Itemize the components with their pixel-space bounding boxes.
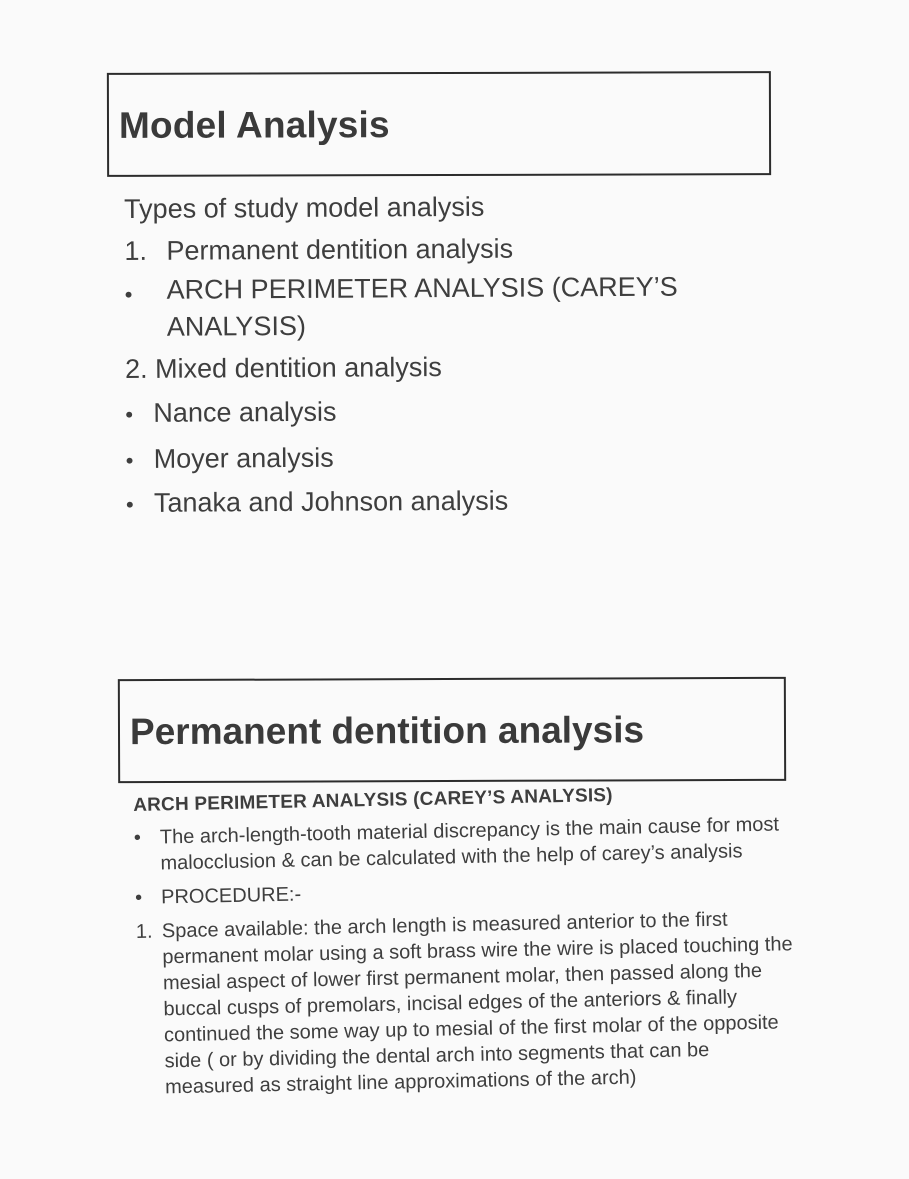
- bullet-icon: •: [125, 491, 134, 517]
- slide2-bullet-2-text: PROCEDURE:-: [160, 883, 302, 909]
- slide2-bullet-2: [135, 871, 795, 911]
- slide1-subitem-text: ARCH PERIMETER ANALYSIS (CAREY’S ANALYSIS): [166, 271, 678, 342]
- slide2-body: [133, 781, 799, 1109]
- bullet-icon: •: [133, 826, 142, 849]
- slide1-item-2: 2. Mixed dentition analysis: [125, 352, 442, 384]
- slide2-step-1: [136, 905, 800, 1101]
- slide1-title: Model Analysis: [118, 104, 390, 146]
- slide1-bullet-text: Moyer analysis: [153, 442, 334, 474]
- slide2-subheading: ARCH PERIMETER ANALYSIS (CAREY’S ANALYSIS): [133, 784, 613, 816]
- slide1-item-1-text: Permanent dentition analysis: [166, 233, 514, 266]
- bullet-icon: •: [125, 447, 134, 473]
- slide2-step-1-text: Space available: the arch length is measured anterior to the first permanent molar using a soft brass wire the wire is placed touching the mesial aspect of lower first permanent molar, then passed along the buccal cusps of premolars, incisal edges of the anteriors & finally continued the some way up to mesial of the first molar of the opposite side ( or by dividing the dental arch into segments that can be measured as straight line approximations of the arch): [161, 908, 793, 1099]
- slide1-intro: Types of study model analysis: [124, 191, 485, 224]
- bullet-icon: •: [134, 886, 143, 909]
- slide1-bullet-text: Nance analysis: [153, 396, 337, 428]
- slide1-bullet-item: [126, 434, 746, 482]
- slide1-body: [124, 184, 746, 526]
- slide1-item-1: [124, 226, 744, 272]
- slide2-title-box: [118, 677, 786, 783]
- slide1-subitem: [125, 268, 745, 346]
- slide1-bullet-text: Tanaka and Johnson analysis: [153, 485, 509, 518]
- slide1-item-1-number: 1.: [124, 235, 148, 266]
- slide2-title: Permanent dentition analysis: [129, 709, 645, 753]
- slide1-bullet-item: [125, 388, 745, 436]
- slide1-bullet-item: [126, 478, 746, 526]
- slide2-bullet-1: [134, 811, 795, 877]
- bullet-icon: •: [125, 401, 134, 427]
- bullet-icon: •: [124, 281, 133, 307]
- slide2-step-1-number: 1.: [135, 920, 153, 943]
- slide1-title-box: [107, 71, 771, 177]
- slide2-bullet-1-text: The arch-length-tooth material discrepancy is the main cause for most malocclusion & can be calculated with the help of carey’s analysis: [159, 813, 780, 875]
